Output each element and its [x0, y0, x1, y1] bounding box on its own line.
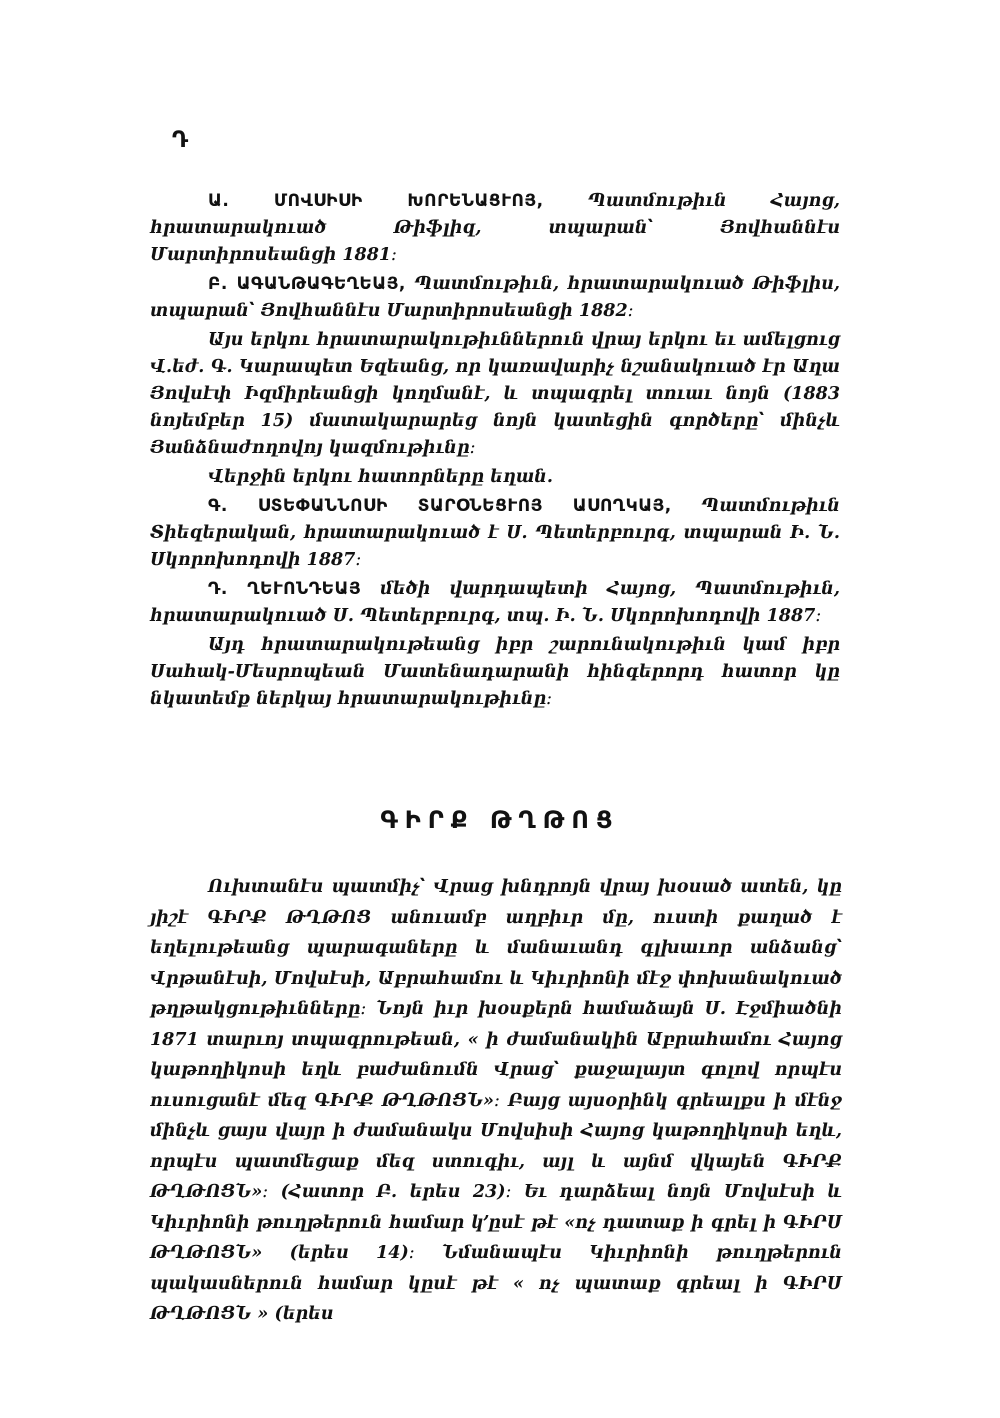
edition-entry [150, 271, 840, 325]
entry-text: Պատմութիւն Տիեզերական, հրատարակուած է Ս. Պետերբուրգ, տպարան Ի. Ն. Սկորոխոդովի 1887։ [150, 496, 841, 570]
page-folio: Դ [172, 128, 189, 153]
entry-head: Ա. ՄՈՎՍԻՍԻ ԽՈՐԵՆԱՑՒՈՅ, [208, 191, 544, 211]
edition-entry [150, 576, 840, 630]
edition-list [150, 188, 840, 715]
entry-head: Բ. ԱԳԱՆԹԱԳԵՂԵԱՅ, [208, 274, 406, 294]
entry-text: Այդ հրատարակութեանց իբր շարունակութիւն կամ իբր Սահակ-Մեսրոպեան Մատենադարանի հինգերորդ հատոր կը նկատեմք ներկայ հրատարակութիւնը։ [150, 635, 840, 709]
entry-head: Դ. ՂԵՒՈՆԴԵԱՅ [208, 579, 362, 599]
entry-head: Գ. ՍՏԵՓԱՆՆՈՍԻ ՏԱՐՕՆԵՑՒՈՅ ԱՍՈՂԿԱՅ, [208, 496, 672, 516]
section-body: Ուխտանէս պատմիչ՝ Վրաց խնդրոյն վրայ խօսած ատեն, կը յիշէ ԳԻՐՔ ԹՂԹՈՑ անուամբ աղբիւր մը, ուստի քաղած է եղելութեանց պարագաները և մանաւանդ գլխաւոր անձանց՝ Վրթանէսի, Մովսէսի, Աբրահամու և Կիւրիոնի մէջ փոխանակուած թղթակցութիւնները։ Նոյն իւր խօսքերն համաձայն Ս. Էջմիածնի 1871 տարւոյ տպագրութեան, « ի ժամանակին Աբրահամու Հայոց կաթողիկոսի եղև բաժանումն Վրաց՝ քաջալայտ գոլով որպէս ուսուցանէ մեզ ԳԻՐՔ ԹՂԹՈՑՆ»։ Բայց այսօրինկ գրեալքս ի մէնջ մինչև ցայս վայր ի ժամանակս Մովսիսի Հայոց կաթողիկոսի եղև, որպէս պատմեցաք մեզ ստուգիւ, այլ և այնմ վկայեն ԳԻՐՔ ԹՂԹՈՑՆ»։ (Հատոր Բ. երես 23)։ Եւ դարձեալ նոյն Մովսէսի և Կիւրիոնի թուղթերուն համար կ՚ըսէ թէ «ոչ դատաք ի գրել ի ԳԻՐՍ ԹՂԹՈՑՆ» (երես 14)։ Նմանապէս Կիւրիոնի թուղթերուն պակասներուն համար կըսէ թէ « ոչ պատաք գրեալ ի ԳԻՐՍ ԹՂԹՈՑՆ » (երես [150, 877, 842, 1324]
edition-entry [150, 493, 840, 574]
entry-text: Պատմութիւն Հայոց, հրատարակուած Թիֆլիզ, տպարան՝ Յովհաննէս Մարտիրոսեանցի 1881։ [150, 191, 841, 265]
paragraph [150, 632, 840, 713]
edition-entry [150, 188, 840, 269]
paragraph [150, 327, 840, 462]
section-heading: ԳԻՐՔ ԹՂԹՈՑ [380, 806, 620, 834]
entry-text: Պատմութիւն, հրատարակուած Թիֆլիս, տպարան՝ Յովհաննէս Մարտիրոսեանցի 1882։ [150, 274, 840, 321]
entry-text: Այս երկու հրատարակութիւններուն վրայ երկու եւ ամելցուց Վ.եժ. Գ. Կարապետ Եզեանց, որ կառավարիչ նշանակուած էր Աղա Յովսէփ Իզմիրեանցի կողմանէ, և տպագրել տուաւ նոյն (1883 նոյեմբեր 15) մատակարարեց նոյն կատեցին գործերը՝ մինչև Յանձնաժողովոյ կազմութիւնը։ [150, 330, 840, 458]
paragraph [150, 464, 840, 491]
entry-text: Վերջին երկու հատորները եղան. [208, 467, 553, 487]
entry-text: մեծի վարդապետի Հայոց, Պատմութիւն, հրատարակուած Ս. Պետերբուրգ, տպ. Ի. Ն. Սկորոխոդովի 1887։ [150, 579, 840, 626]
